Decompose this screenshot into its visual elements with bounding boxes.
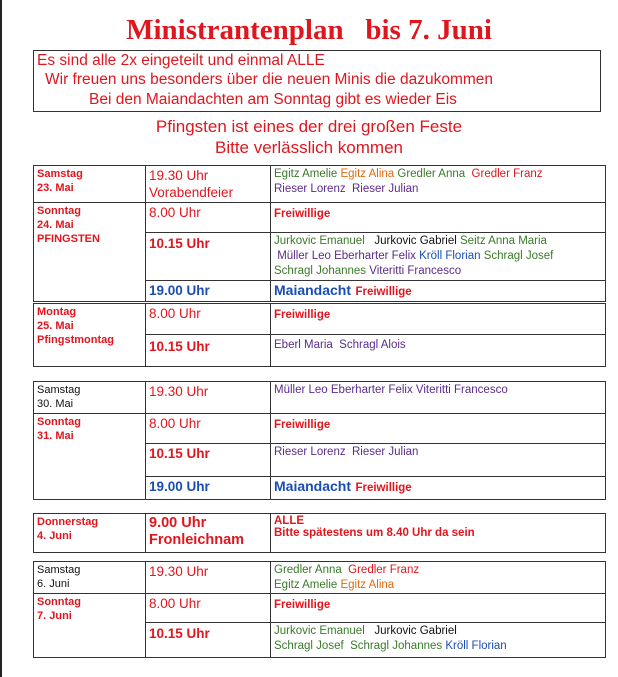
time-cell [146, 562, 271, 594]
schedule-block-pfingsten [33, 165, 606, 302]
names-cell [271, 514, 606, 553]
name-entry: Egitz Amelie [274, 168, 338, 180]
name-entry: Rieser Lorenz [274, 183, 346, 195]
time-label: 19.00 Uhr [149, 479, 210, 494]
names-cell [271, 562, 606, 594]
schedule-row [34, 166, 606, 203]
day-cell [34, 382, 146, 414]
maiandacht-label: Maiandacht [274, 478, 352, 494]
schedule-row [34, 414, 606, 444]
time-label: 19.30 Uhr [149, 168, 209, 183]
name-entry: Viteritti Francesco [369, 265, 462, 277]
name-entry: Gredler Anna [274, 564, 342, 576]
volunteers-note: Freiwillige [274, 599, 331, 611]
day-cell [34, 514, 146, 553]
schedule-block-pfingstmontag [33, 303, 606, 367]
name-entry: Jurkovic Gabriel [374, 235, 457, 247]
time-label: 19.30 Uhr [149, 564, 209, 579]
date-label: 30. Mai [37, 398, 74, 410]
name-entry: Eberharter Felix [334, 250, 416, 262]
day-label: Montag [37, 306, 77, 318]
date-label: 7. Juni [37, 610, 72, 622]
name-entry: Gredler Anna [397, 168, 466, 180]
day-label: Samstag [37, 564, 81, 576]
time-cell [146, 335, 271, 367]
name-entry: Gredler Franz [471, 168, 543, 180]
day-cell [34, 166, 146, 203]
day-label: Sonntag [37, 596, 81, 608]
page-title: Ministrantenplan bis 7. Juni [126, 14, 492, 46]
service-label: Vorabendfeier [149, 185, 234, 200]
names-cell [271, 281, 606, 302]
schedule-row [34, 594, 606, 623]
date-label: 23. Mai [37, 182, 74, 194]
names-cell [271, 623, 606, 658]
info-line-2: Wir freuen uns besonders über die neuen Minis die dazukommen [45, 71, 494, 88]
names-cell [271, 414, 606, 444]
name-entry: Florian [445, 250, 481, 262]
names-cell [271, 166, 606, 203]
schedule-block-ende-mai [33, 381, 606, 500]
name-entry: Jurkovic Emanuel [274, 625, 365, 637]
names-cell [271, 477, 606, 500]
time-cell [146, 382, 271, 414]
holiday-label: Pfingstmontag [37, 334, 114, 346]
name-entry: Kröll Florian [445, 640, 507, 652]
time-label: 9.00 Uhr [149, 515, 207, 531]
time-label: 10.15 Uhr [149, 236, 210, 251]
name-entry: Rieser Julian [351, 183, 419, 195]
name-entry: Kröll [419, 250, 443, 262]
name-entry: Egitz Amelie [274, 579, 338, 591]
name-entry: Rieser Lorenz Rieser Julian [274, 446, 419, 458]
time-label: 19.00 Uhr [149, 283, 210, 298]
info-line-1: Es sind alle 2x eingeteilt und einmal ALLE [37, 52, 325, 69]
time-cell [146, 304, 271, 335]
left-edge-line [0, 0, 2, 677]
subtitle-pfingsten: Pfingsten ist eines der drei großen Feste [155, 117, 463, 136]
day-cell [34, 414, 146, 500]
name-entry: Egitz Alina [340, 579, 395, 591]
time-label: 10.15 Uhr [149, 446, 210, 461]
name-entry: Jurkovic Emanuel [274, 235, 365, 247]
date-label: 6. Juni [37, 578, 70, 590]
maiandacht-label: Maiandacht [274, 282, 352, 298]
schedule-row [34, 562, 606, 594]
schedule-row [34, 304, 606, 335]
date-label: 25. Mai [37, 320, 74, 332]
volunteers-note: Freiwillige [274, 419, 331, 431]
volunteers-note: Freiwillige [274, 309, 331, 321]
day-label: Donnerstag [37, 516, 99, 528]
time-label: 8.00 Uhr [149, 416, 201, 431]
schedule-row [34, 203, 606, 233]
time-label: 8.00 Uhr [149, 306, 201, 321]
names-cell [271, 335, 606, 367]
day-cell [34, 594, 146, 658]
time-label: 8.00 Uhr [149, 205, 201, 220]
names-cell [271, 444, 606, 477]
names-cell [271, 594, 606, 623]
date-label: 31. Mai [37, 430, 74, 442]
name-entry: Schragl Josef [483, 250, 554, 262]
names-cell [271, 203, 606, 233]
arrival-note: Bitte spätestens um 8.40 Uhr da sein [274, 527, 475, 539]
name-entry: Schragl Johannes [274, 265, 367, 277]
time-cell [146, 203, 271, 233]
time-cell [146, 233, 271, 281]
name-entry: Gredler Franz [348, 564, 420, 576]
time-label: 10.15 Uhr [149, 339, 210, 354]
schedule-block-anfang-juni [33, 561, 606, 658]
info-box [33, 50, 601, 112]
time-label: 19.30 Uhr [149, 384, 209, 399]
day-label: Sonntag [37, 205, 81, 217]
names-cell [271, 233, 606, 281]
date-label: 4. Juni [37, 530, 72, 542]
name-entry: Schragl Johannes [350, 640, 443, 652]
time-cell [146, 444, 271, 477]
name-entry: Seitz Anna Maria [460, 235, 547, 247]
all-note: ALLE [274, 515, 305, 527]
day-label: Samstag [37, 168, 83, 180]
name-entry: Jurkovic Gabriel [374, 625, 457, 637]
volunteers-note: Freiwillige [274, 208, 331, 220]
time-cell [146, 166, 271, 203]
subtitle-verlaesslich: Bitte verlässlich kommen [214, 138, 403, 157]
time-cell [146, 281, 271, 302]
time-label: 8.00 Uhr [149, 596, 201, 611]
day-cell [34, 562, 146, 594]
time-cell [146, 514, 271, 553]
time-cell [146, 477, 271, 500]
name-entry: Eberl Maria Schragl Alois [274, 339, 406, 351]
name-entry: Schragl Josef [274, 640, 344, 652]
time-label: 10.15 Uhr [149, 626, 210, 641]
service-label: Fronleichnam [149, 532, 245, 548]
name-entry: Müller Leo [277, 250, 331, 262]
name-entry: Müller Leo Eberharter Felix Viteritti Francesco [274, 384, 508, 396]
day-label: Samstag [37, 384, 81, 396]
date-label: 24. Mai [37, 219, 74, 231]
volunteers-note: Freiwillige [355, 482, 412, 494]
names-cell [271, 382, 606, 414]
schedule-row [34, 514, 606, 553]
names-cell [271, 304, 606, 335]
day-label: Sonntag [37, 416, 81, 428]
time-cell [146, 594, 271, 623]
holiday-label: PFINGSTEN [37, 233, 100, 245]
schedule-row [34, 382, 606, 414]
time-cell [146, 623, 271, 658]
day-cell [34, 304, 146, 367]
volunteers-note: Freiwillige [355, 286, 412, 298]
day-cell [34, 203, 146, 302]
info-line-3: Bei den Maiandachten am Sonntag gibt es wieder Eis [89, 91, 457, 108]
name-entry: Egitz Alina [340, 168, 395, 180]
schedule-block-fronleichnam [33, 513, 606, 553]
time-cell [146, 414, 271, 444]
